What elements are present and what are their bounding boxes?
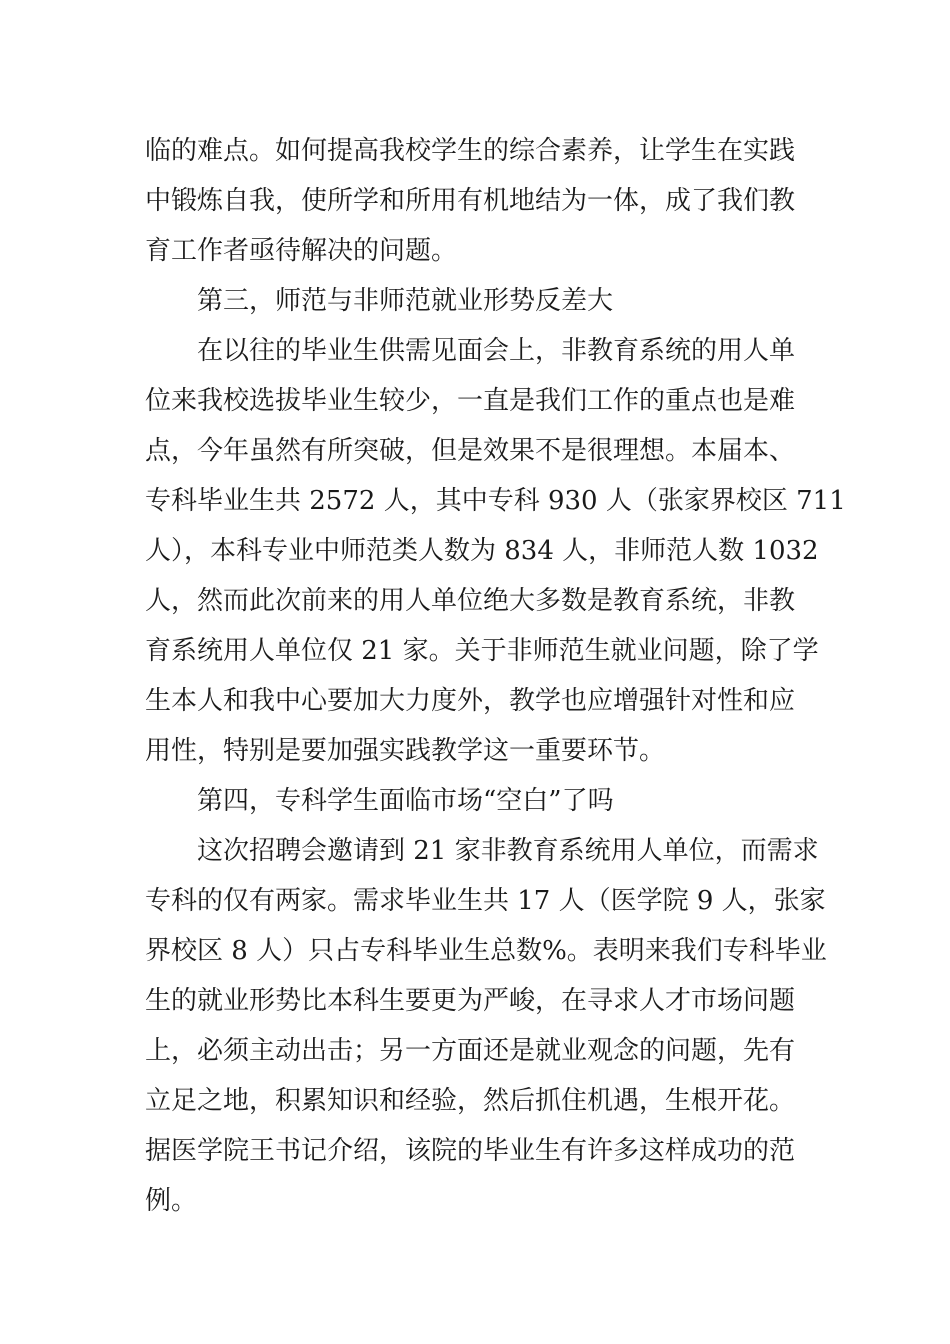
text-line: 人，然而此次前来的用人单位绝大多数是教育系统，非教 xyxy=(145,586,796,616)
text-line: 专科的仅有两家。需求毕业生共 17 人（医学院 9 人，张家 xyxy=(145,886,826,916)
text-line: 生本人和我中心要加大力度外，教学也应增强针对性和应 xyxy=(145,686,796,716)
text-line: 中锻炼自我，使所学和所用有机地结为一体，成了我们教 xyxy=(145,186,796,216)
text-line: 生的就业形势比本科生要更为严峻，在寻求人才市场问题 xyxy=(145,986,796,1016)
section-heading: 第四，专科学生面临市场“空白”了吗 xyxy=(197,786,614,816)
document-body xyxy=(145,126,846,1226)
text-line: 点，今年虽然有所突破，但是效果不是很理想。本届本、 xyxy=(145,436,796,466)
text-line: 据医学院王书记介绍，该院的毕业生有许多这样成功的范 xyxy=(145,1136,796,1166)
section-heading: 第三，师范与非师范就业形势反差大 xyxy=(197,286,614,316)
text-line: 上，必须主动出击；另一方面还是就业观念的问题，先有 xyxy=(145,1036,796,1066)
text-line: 用性，特别是要加强实践教学这一重要环节。 xyxy=(145,736,666,766)
text-line: 育系统用人单位仅 21 家。关于非师范生就业问题，除了学 xyxy=(145,636,819,666)
text-line: 育工作者亟待解决的问题。 xyxy=(145,236,458,266)
text-line: 这次招聘会邀请到 21 家非教育系统用人单位，而需求 xyxy=(197,836,819,866)
text-line: 位来我校选拔毕业生较少，一直是我们工作的重点也是难 xyxy=(145,386,796,416)
text-line: 在以往的毕业生供需见面会上，非教育系统的用人单 xyxy=(197,336,796,366)
text-line: 立足之地，积累知识和经验，然后抓住机遇，生根开花。 xyxy=(145,1086,796,1116)
text-line: 专科毕业生共 2572 人，其中专科 930 人（张家界校区 711 xyxy=(145,486,846,516)
text-line: 临的难点。如何提高我校学生的综合素养，让学生在实践 xyxy=(145,136,796,166)
text-line: 界校区 8 人）只占专科毕业生总数%。表明来我们专科毕业 xyxy=(145,936,827,966)
text-line: 人），本科专业中师范类人数为 834 人，非师范人数 1032 xyxy=(145,536,819,566)
text-line: 例。 xyxy=(145,1186,198,1216)
